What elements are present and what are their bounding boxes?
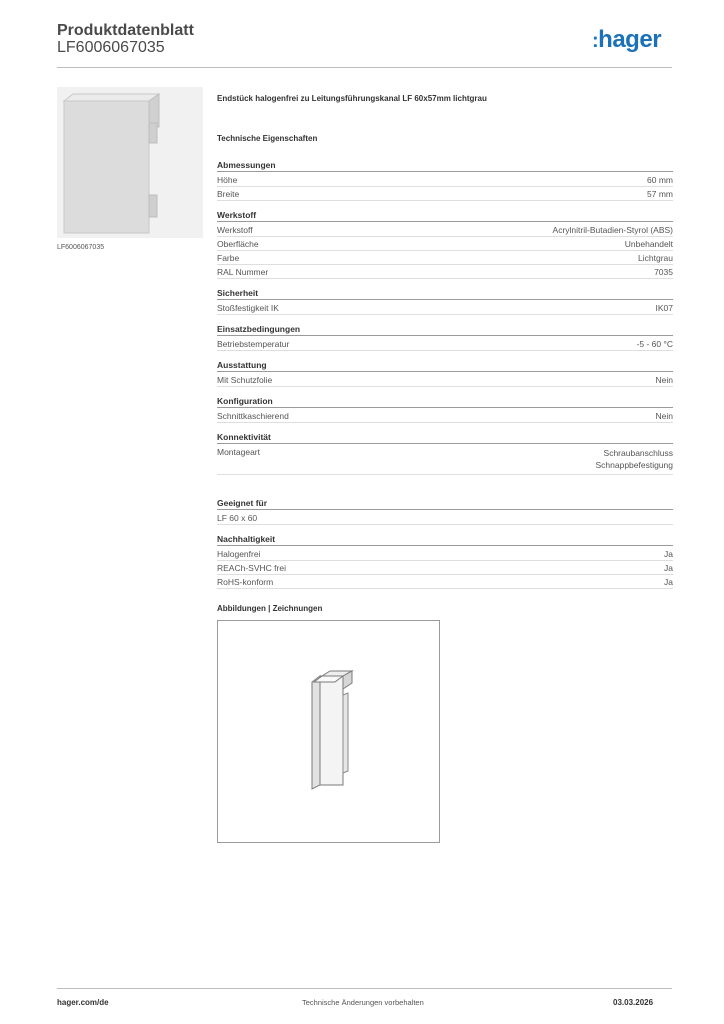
product-title: Endstück halogenfrei zu Leitungsführungskanal LF 60x57mm lichtgrau [217, 94, 487, 103]
footer-notice: Technische Änderungen vorbehalten [302, 998, 424, 1007]
row-label: Montageart [217, 447, 260, 457]
drawing-frame [217, 620, 440, 843]
group-suitable-for [217, 498, 673, 525]
row-value: Ja [664, 563, 673, 573]
table-row [217, 575, 673, 589]
table-row [217, 173, 673, 187]
group-divider [217, 371, 673, 372]
row-value: IK07 [655, 303, 673, 313]
row-value: Unbehandelt [624, 239, 673, 249]
group-divider [217, 299, 673, 300]
row-value: -5 - 60 °C [636, 339, 673, 349]
group-operating-conditions [217, 324, 673, 351]
row-label: Höhe [217, 175, 238, 185]
table-row [217, 409, 673, 423]
table-row [217, 223, 673, 237]
row-label: REACh-SVHC frei [217, 563, 286, 573]
group-heading: Nachhaltigkeit [217, 534, 276, 544]
row-label: Stoßfestigkeit IK [217, 303, 279, 313]
table-row [217, 337, 673, 351]
group-connectivity [217, 432, 673, 475]
row-value: Lichtgrau [638, 253, 673, 263]
group-configuration [217, 396, 673, 423]
row-label: Halogenfrei [217, 549, 261, 559]
image-caption: LF6006067035 [57, 244, 105, 251]
logo-text: hager [598, 26, 662, 53]
table-row [217, 265, 673, 279]
row-value-line: Schnappbefestigung [595, 460, 673, 470]
group-heading: Einsatzbedingungen [217, 324, 301, 334]
group-heading: Konfiguration [217, 396, 273, 406]
group-material [217, 210, 673, 279]
product-image [57, 87, 203, 238]
footer-date: 03.03.2026 [613, 998, 654, 1007]
row-label: RoHS-konform [217, 577, 274, 587]
table-row [217, 187, 673, 201]
group-heading: Konnektivität [217, 432, 271, 442]
group-heading: Abmessungen [217, 160, 276, 170]
row-label: Farbe [217, 253, 240, 263]
table-row [217, 561, 673, 575]
row-label: Oberfläche [217, 239, 259, 249]
row-value: 60 mm [647, 175, 673, 185]
end-cap-image [57, 87, 203, 238]
page-title: Produktdatenblatt [57, 22, 194, 39]
table-row [217, 547, 673, 561]
group-divider [217, 443, 673, 444]
group-safety [217, 288, 673, 315]
row-label: LF 60 x 60 [217, 513, 258, 523]
header-divider [57, 67, 672, 68]
row-value: 57 mm [647, 189, 673, 199]
end-cap-drawing [218, 621, 439, 842]
group-divider [217, 171, 673, 172]
hager-logo: :hager [592, 26, 662, 53]
row-value [595, 447, 673, 471]
technical-heading: Technische Eigenschaften [217, 134, 318, 143]
row-value-line: Schraubanschluss [603, 448, 673, 458]
group-heading: Geeignet für [217, 498, 268, 508]
group-dimensions [217, 160, 673, 201]
group-sustainability [217, 534, 673, 589]
table-row [217, 445, 673, 475]
group-heading: Ausstattung [217, 360, 267, 370]
group-heading: Werkstoff [217, 210, 257, 220]
row-value: Nein [655, 375, 673, 385]
row-value: Acrylnitril-Butadien-Styrol (ABS) [552, 225, 673, 235]
group-heading: Sicherheit [217, 288, 259, 298]
row-value: Ja [664, 577, 673, 587]
row-label: Betriebstemperatur [217, 339, 290, 349]
drawings-heading: Abbildungen | Zeichnungen [217, 604, 323, 613]
footer-divider [57, 988, 672, 989]
table-row [217, 237, 673, 251]
row-label: Schnittkaschierend [217, 411, 289, 421]
row-value: Nein [655, 411, 673, 421]
group-equipment [217, 360, 673, 387]
group-divider [217, 509, 673, 510]
row-label: Werkstoff [217, 225, 253, 235]
row-value: Ja [664, 549, 673, 559]
group-divider [217, 335, 673, 336]
group-divider [217, 545, 673, 546]
group-divider [217, 407, 673, 408]
row-label: RAL Nummer [217, 267, 269, 277]
row-label: Mit Schutzfolie [217, 375, 273, 385]
row-label: Breite [217, 189, 240, 199]
footer-website: hager.com/de [57, 998, 109, 1007]
table-row [217, 511, 673, 525]
table-row [217, 301, 673, 315]
content-column [217, 94, 673, 843]
table-row [217, 373, 673, 387]
table-row [217, 251, 673, 265]
row-value: 7035 [654, 267, 673, 277]
group-divider [217, 221, 673, 222]
article-number: LF6006067035 [57, 39, 165, 56]
